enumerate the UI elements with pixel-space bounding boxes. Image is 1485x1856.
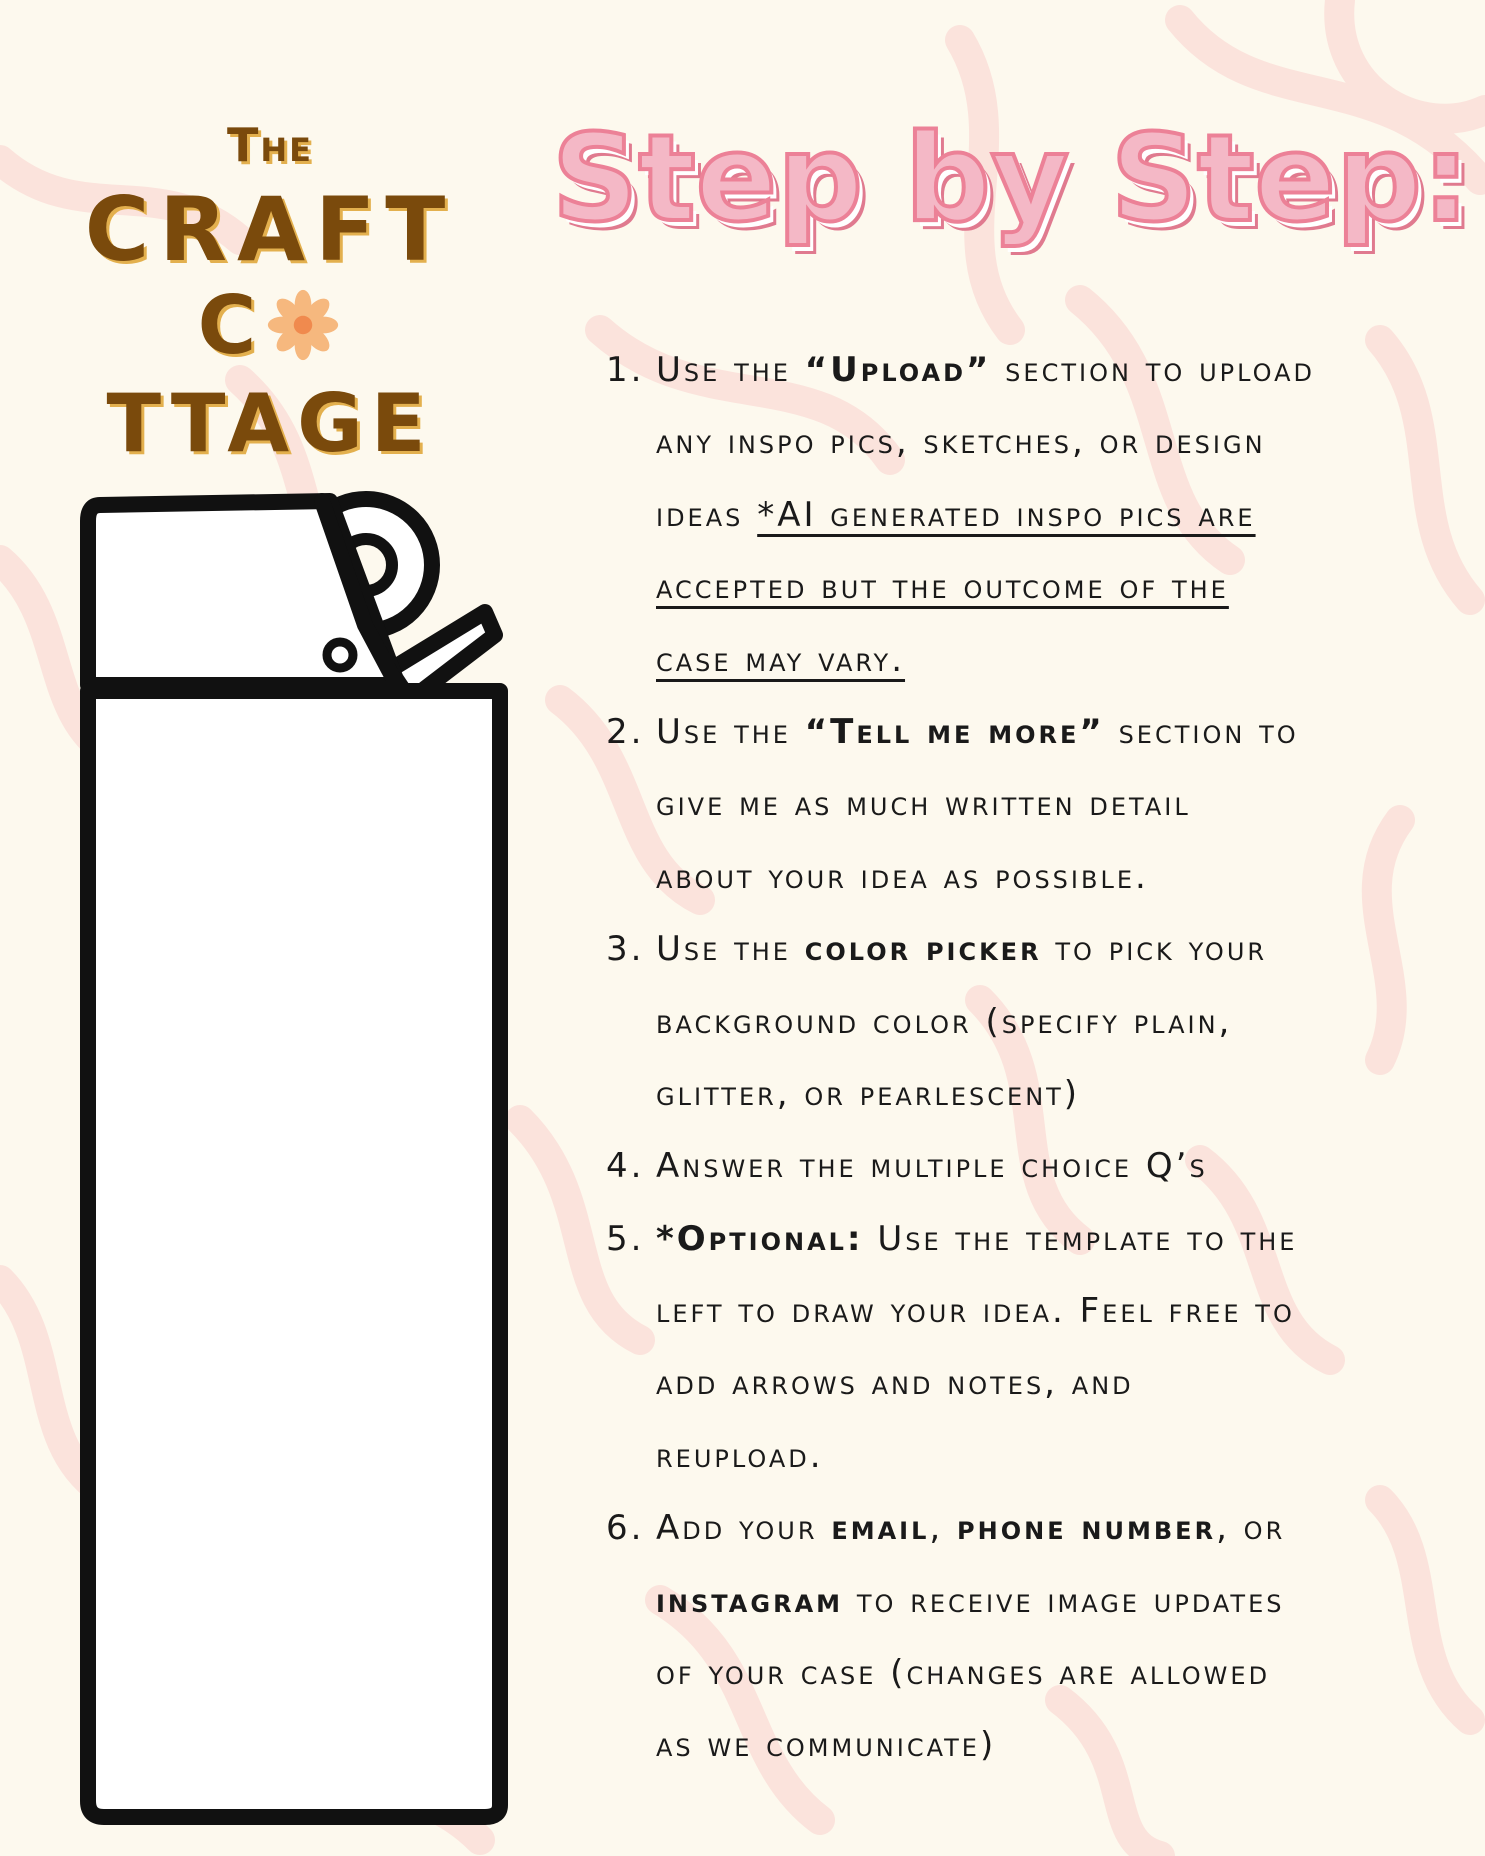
step-highlight: email <box>831 1508 930 1549</box>
step-item <box>606 913 1456 1130</box>
step-number: 4. <box>606 1146 645 1187</box>
step-line: add arrows and notes, and <box>656 1363 1134 1404</box>
step-text: section to <box>1104 711 1299 752</box>
step-text: to receive image updates <box>843 1580 1285 1621</box>
lighter-template-icon <box>60 455 540 1835</box>
step-line: reupload. <box>656 1435 824 1476</box>
step-text: Add your <box>656 1508 832 1549</box>
step-number: 5. <box>606 1218 645 1259</box>
step-number: 3. <box>606 929 645 970</box>
step-item <box>606 696 1456 913</box>
flower-icon <box>266 288 340 362</box>
step-text: Use the <box>656 350 805 390</box>
step-text: Use the template to the <box>863 1218 1298 1259</box>
step-line <box>656 1492 1456 1564</box>
step-highlight: instagram <box>656 1580 844 1621</box>
step-line: Answer the multiple choice Q’s <box>656 1146 1208 1187</box>
step-text: section to upload <box>991 350 1316 390</box>
step-highlight: “Tell me more” <box>804 711 1105 752</box>
step-text: ideas <box>656 494 758 535</box>
step-item <box>606 1203 1456 1493</box>
logo-cottage-rest: TTAGE <box>106 377 434 471</box>
step-line <box>656 1203 1456 1275</box>
step-line: background color (specify plain, <box>656 1001 1233 1042</box>
step-text: to pick your <box>1041 929 1268 970</box>
step-line <box>656 913 1456 985</box>
logo-craft-text: CRAFT <box>84 178 456 281</box>
step-item <box>606 1130 1456 1202</box>
step-line <box>656 696 1456 768</box>
step-highlight: color picker <box>804 929 1042 970</box>
step-line <box>656 334 1456 406</box>
step-highlight: phone number <box>957 1508 1217 1549</box>
logo-cottage-c: C <box>197 278 265 372</box>
step-line <box>656 479 1456 551</box>
step-line: as we communicate) <box>656 1725 997 1766</box>
step-text: Use the <box>656 711 805 752</box>
step-line: about your idea as possible. <box>656 856 1149 897</box>
step-item <box>606 1492 1456 1782</box>
steps-list <box>606 334 1456 1782</box>
step-line <box>656 1565 1456 1637</box>
ai-note-text: *AI generated inspo pics are <box>757 494 1256 535</box>
step-highlight: “Upload” <box>804 350 992 390</box>
step-text: , <box>929 1508 958 1549</box>
logo-the-text: The <box>226 118 314 172</box>
step-text: Use the <box>656 929 805 970</box>
logo-cottage-text <box>40 273 500 471</box>
step-item <box>606 334 1456 696</box>
page-title: Step by Step: <box>552 110 1470 249</box>
craft-cottage-logo <box>40 118 500 471</box>
ai-note-line: case may vary. <box>656 639 906 680</box>
step-text: , or <box>1216 1508 1286 1549</box>
step-number: 6. <box>606 1508 645 1549</box>
ai-note-line: accepted but the outcome of the <box>656 567 1229 608</box>
step-number: 2. <box>606 711 645 752</box>
step-highlight: *Optional: <box>656 1218 864 1259</box>
step-line: any inspo pics, sketches, or design <box>656 422 1266 463</box>
step-line: give me as much written detail <box>656 784 1191 825</box>
step-number: 1. <box>606 350 645 390</box>
step-line: glitter, or pearlescent) <box>656 1073 1081 1114</box>
step-line: left to draw your idea. Feel free to <box>656 1291 1295 1332</box>
step-line: of your case (changes are allowed <box>656 1653 1271 1694</box>
